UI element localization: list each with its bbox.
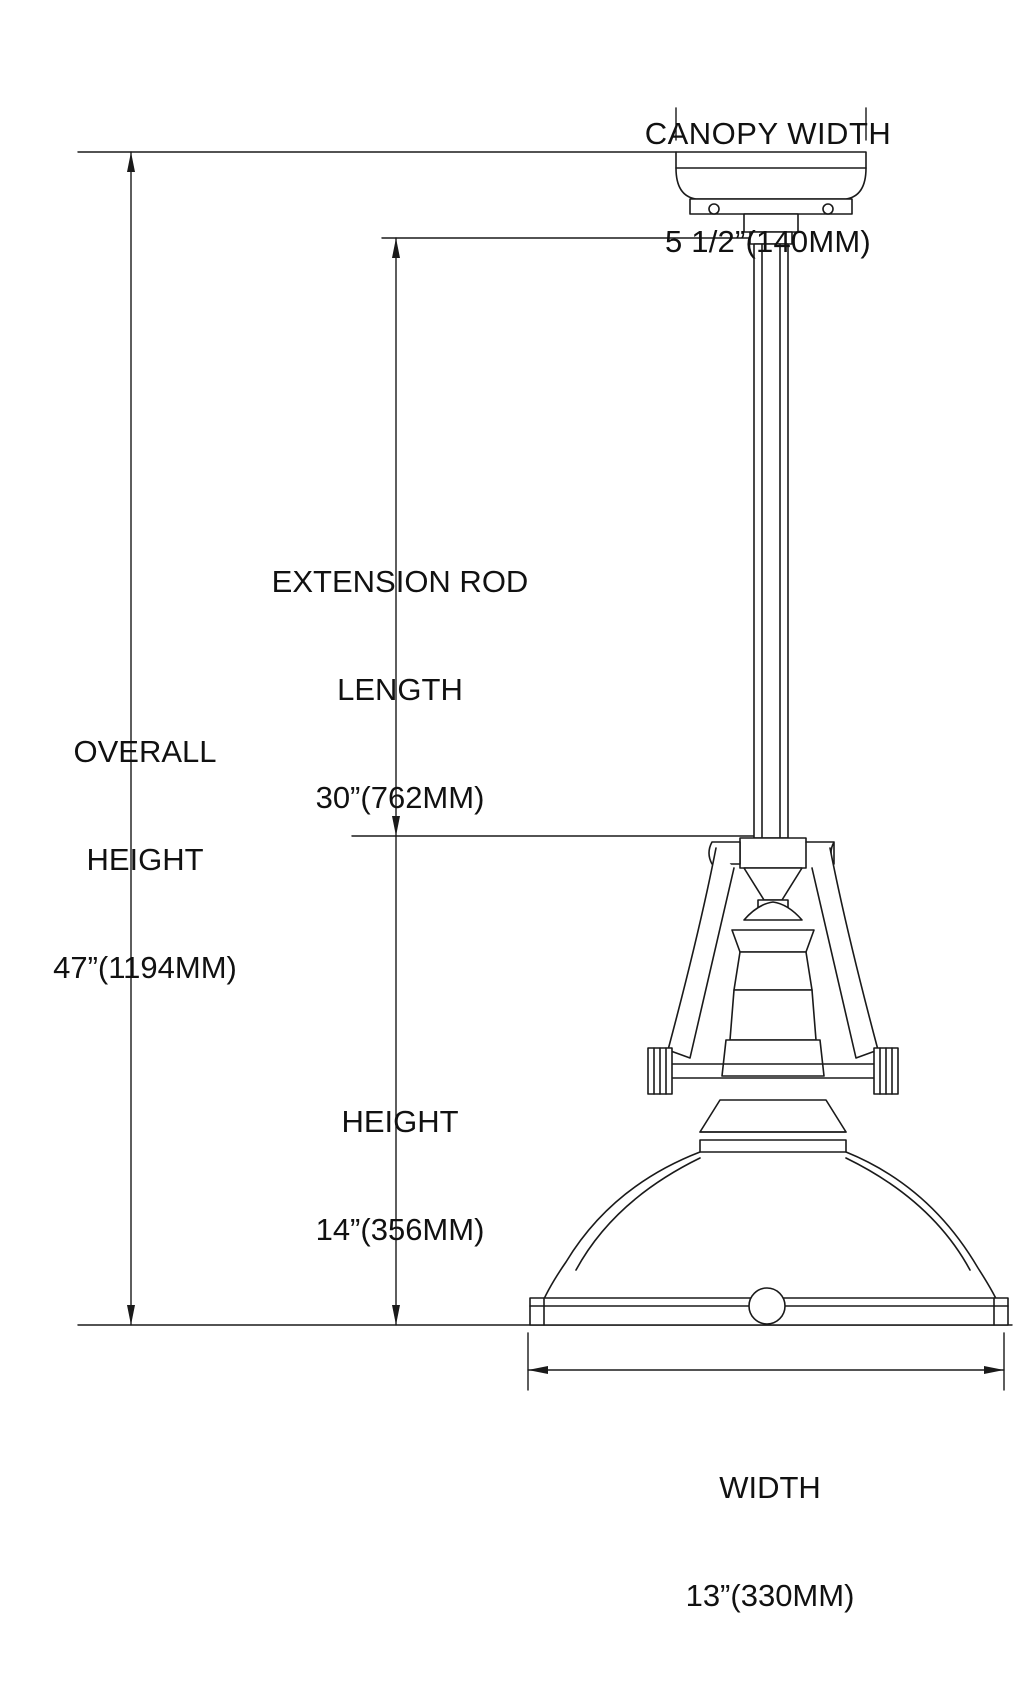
label-height	[150, 1032, 650, 1320]
label-canopy-width	[508, 44, 1028, 332]
height-value: 14”(356MM)	[315, 1211, 485, 1247]
width-name: WIDTH	[719, 1469, 821, 1505]
shade-hardware	[648, 838, 898, 1132]
overall-height-name-line1: OVERALL	[73, 733, 217, 769]
extension-rod-value: 30”(762MM)	[315, 779, 485, 815]
width-value: 13”(330MM)	[685, 1577, 855, 1613]
canopy-width-value: 5 1/2”(140MM)	[665, 223, 871, 259]
extension-rod-name-line2: LENGTH	[337, 671, 463, 707]
overall-height-value: 47”(1194MM)	[53, 949, 237, 985]
label-width	[520, 1398, 1020, 1686]
label-overall-height	[0, 662, 310, 1057]
overall-height-name-line2: HEIGHT	[86, 841, 204, 877]
canopy-width-name: CANOPY WIDTH	[644, 115, 892, 151]
height-name: HEIGHT	[341, 1103, 459, 1139]
extension-rod-name-line1: EXTENSION ROD	[271, 563, 529, 599]
